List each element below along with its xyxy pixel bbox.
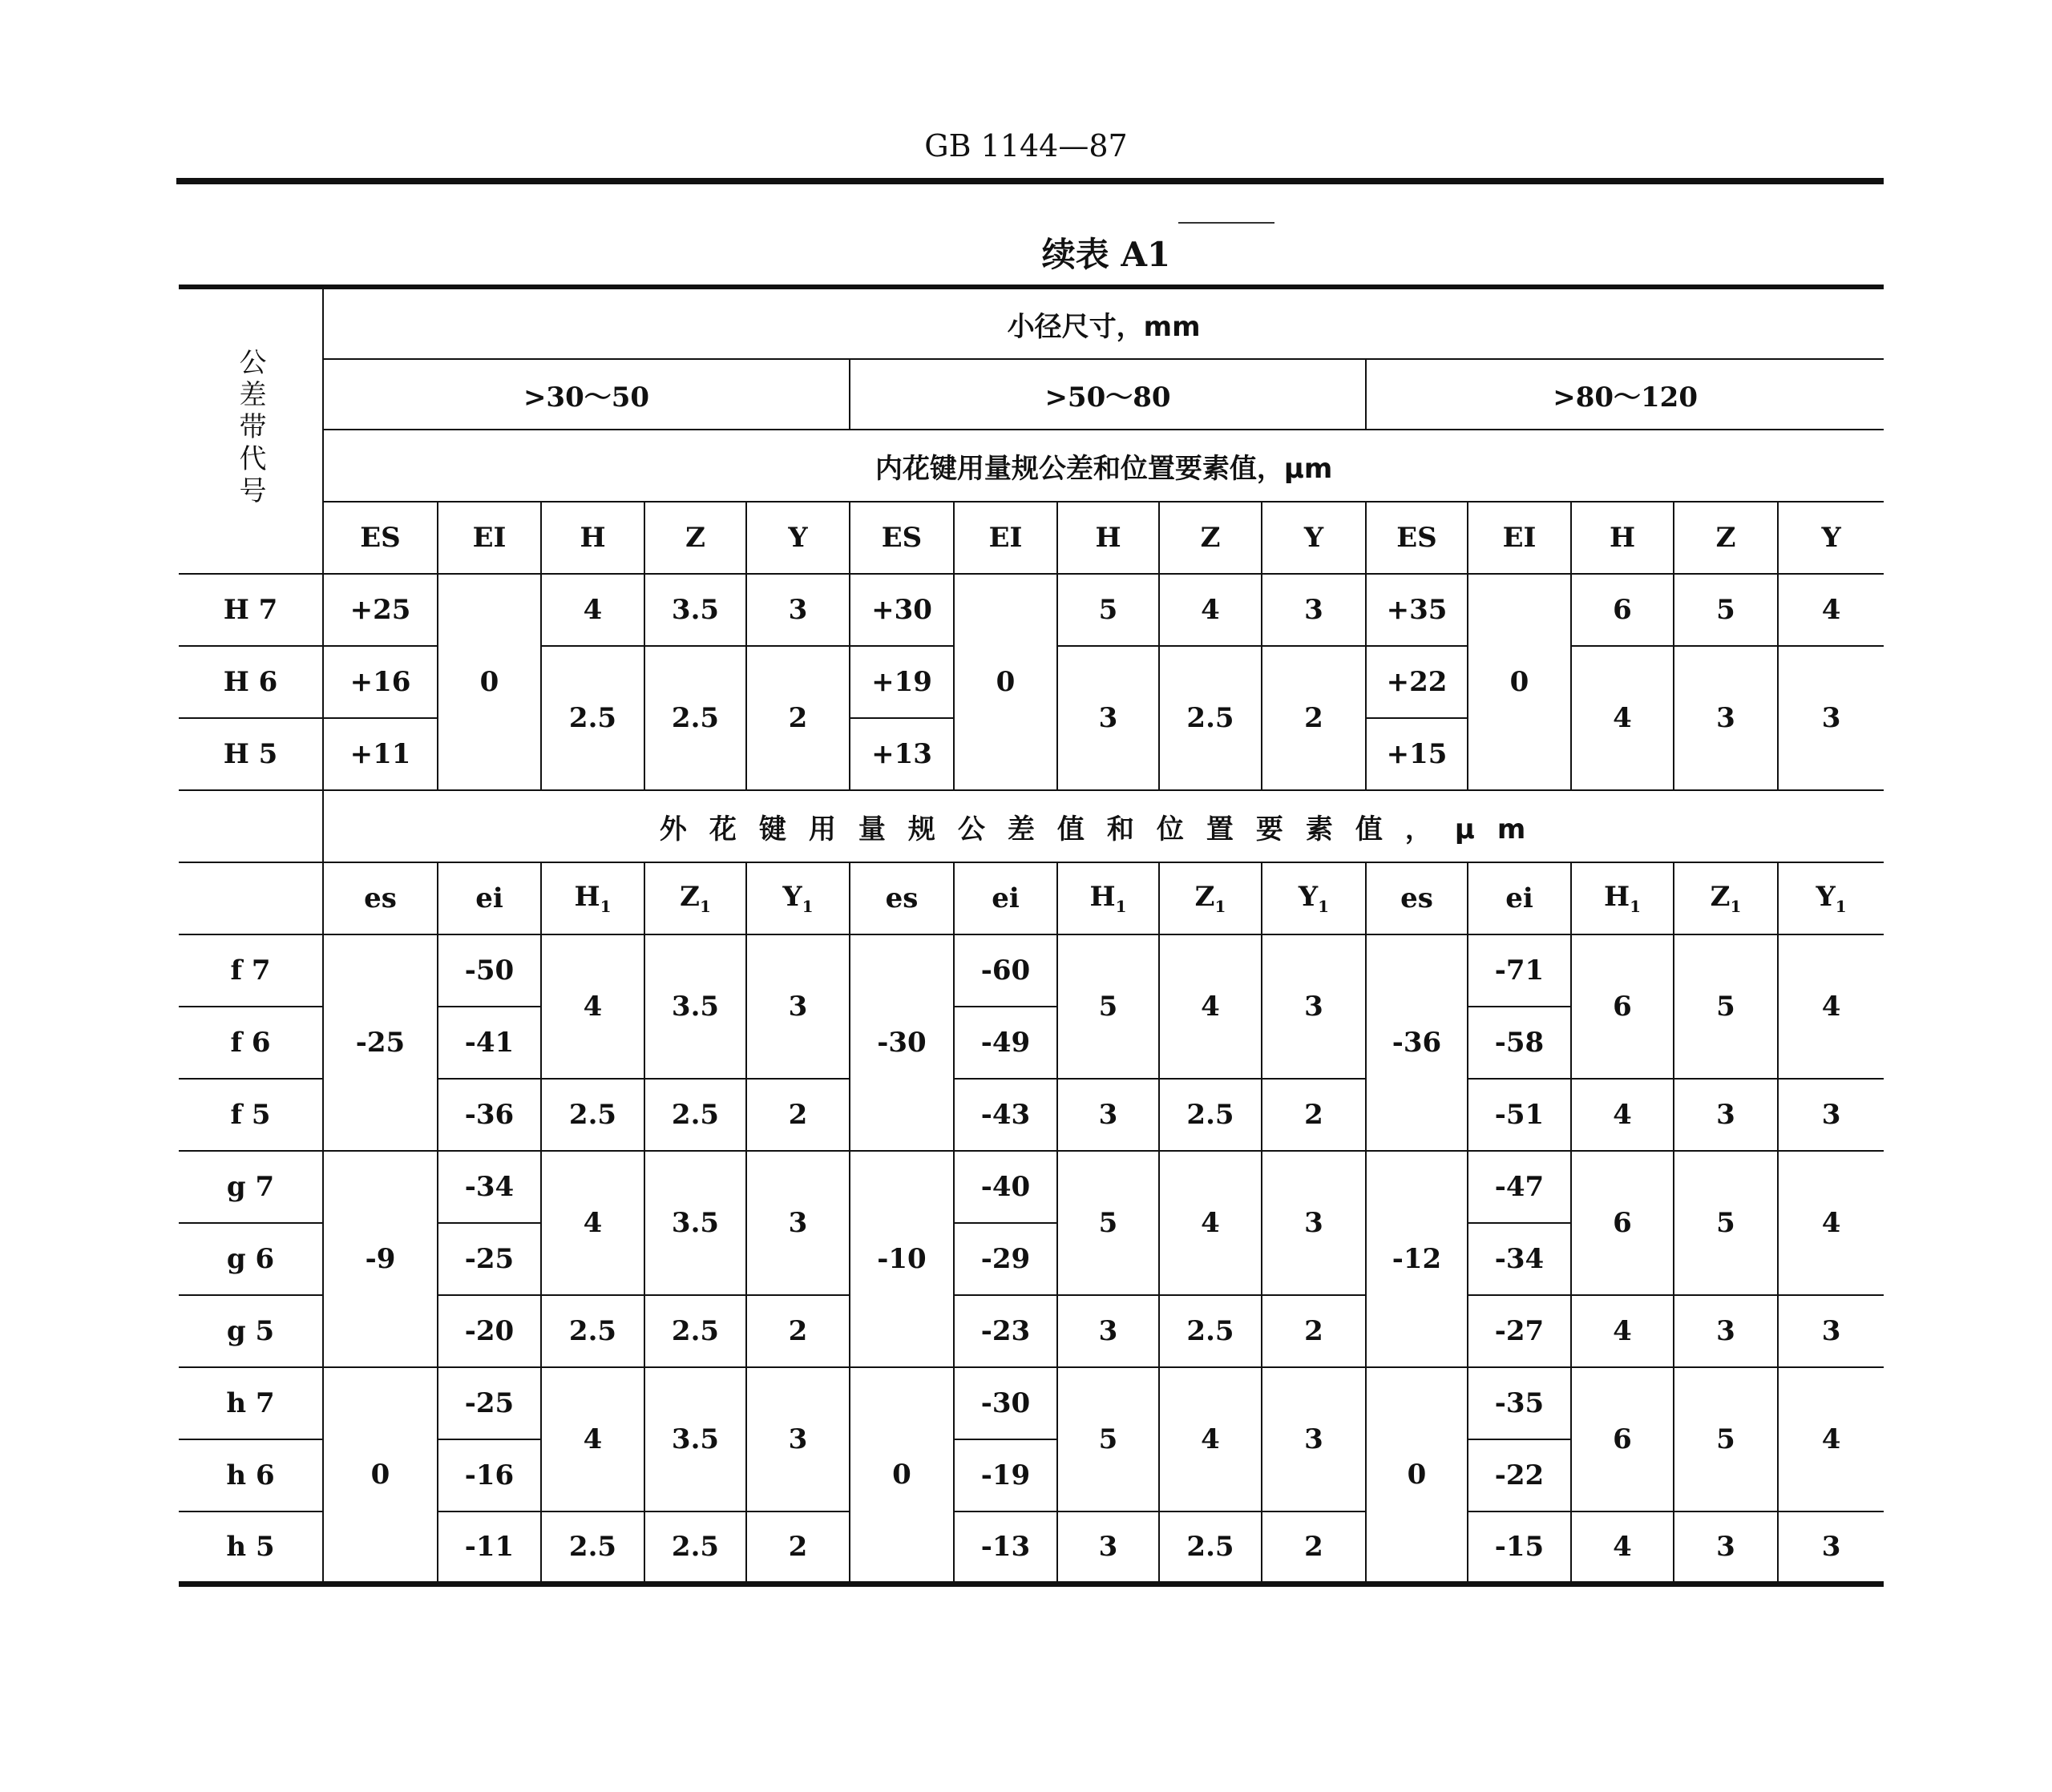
- ei-value: -16: [438, 1439, 541, 1511]
- col-header-subscript: 1: [1730, 896, 1742, 916]
- ei-value: -34: [1468, 1223, 1571, 1295]
- col-header-subscript: 1: [1835, 896, 1847, 916]
- h-value: 6: [1571, 1151, 1674, 1295]
- ei-value: -41: [438, 1007, 541, 1079]
- ei-value: -19: [954, 1439, 1057, 1511]
- y-value: 3: [746, 1151, 850, 1295]
- table-row: [179, 1151, 1884, 1223]
- z-value: 3.5: [644, 1151, 746, 1295]
- size-range-row: [179, 359, 1884, 430]
- blank-cell: [179, 862, 323, 934]
- col-header-label: H: [1603, 881, 1630, 914]
- z-value: 2.5: [1159, 1295, 1262, 1367]
- y-value: 3: [1778, 1295, 1884, 1367]
- col-header: Z: [644, 502, 746, 574]
- col-header-label: es: [885, 882, 919, 914]
- y-value: 2: [746, 646, 850, 790]
- z-value: 4: [1159, 934, 1262, 1079]
- col-header: [1778, 862, 1884, 934]
- col-header-subscript: 1: [1630, 896, 1642, 916]
- y-value: 2: [746, 1511, 850, 1584]
- h-value: 2.5: [541, 1511, 644, 1584]
- col-header-label: H: [1089, 881, 1116, 914]
- ei-value: -15: [1468, 1511, 1571, 1584]
- col-header-label: Y: [782, 881, 802, 914]
- size-range: >50～80: [850, 359, 1366, 430]
- blank-cell: [179, 790, 323, 862]
- col-header: Z: [1159, 502, 1262, 574]
- h-value: 6: [1571, 1367, 1674, 1511]
- h-value: 3: [1057, 1511, 1159, 1584]
- h-value: 4: [541, 934, 644, 1079]
- y-value: 3: [1778, 1079, 1884, 1151]
- ei-value: -30: [954, 1367, 1057, 1439]
- external-column-headers: [179, 862, 1884, 934]
- es-value: -9: [323, 1151, 438, 1367]
- tolerance-code: g 7: [179, 1151, 323, 1223]
- z-value: 5: [1674, 1151, 1778, 1295]
- ei-value: -36: [438, 1079, 541, 1151]
- col-header: Z: [1674, 502, 1778, 574]
- col-header-label: es: [364, 882, 397, 914]
- ei-value: -13: [954, 1511, 1057, 1584]
- table-row: [179, 574, 1884, 646]
- col-header: H: [1571, 502, 1674, 574]
- ei-value: -25: [438, 1223, 541, 1295]
- y-value: 2: [1262, 1295, 1366, 1367]
- y-value: 3: [1262, 1151, 1366, 1295]
- es-value: -36: [1366, 934, 1468, 1151]
- col-header: [850, 862, 954, 934]
- col-header: [1159, 862, 1262, 934]
- table-row: [179, 1367, 1884, 1439]
- header-rule: [176, 178, 1884, 184]
- col-header-label: Z: [1194, 881, 1215, 914]
- col-header-label: H: [574, 881, 600, 914]
- col-header: [1674, 862, 1778, 934]
- tolerance-code: g 5: [179, 1295, 323, 1367]
- z-value: 3: [1674, 1079, 1778, 1151]
- col-header-label: ei: [992, 882, 1020, 914]
- col-header-label: ei: [475, 882, 503, 914]
- y-value: 3: [746, 574, 850, 646]
- ei-value: -47: [1468, 1151, 1571, 1223]
- col-header: Y: [1778, 502, 1884, 574]
- h-value: 2.5: [541, 646, 644, 790]
- col-header-subscript: 1: [802, 896, 814, 916]
- col-header: [1571, 862, 1674, 934]
- y-value: 2: [746, 1079, 850, 1151]
- y-value: 3: [746, 934, 850, 1079]
- ei-value: -23: [954, 1295, 1057, 1367]
- y-value: 4: [1778, 934, 1884, 1079]
- h-value: 5: [1057, 934, 1159, 1079]
- col-header-subscript: 1: [1318, 896, 1330, 916]
- col-header-label: Z: [680, 881, 700, 914]
- col-header: H: [1057, 502, 1159, 574]
- ei-value: 0: [1468, 574, 1571, 790]
- col-header-label: Y: [1816, 881, 1836, 914]
- tolerance-code: h 5: [179, 1511, 323, 1584]
- ei-value: -40: [954, 1151, 1057, 1223]
- y-value: 3: [1262, 934, 1366, 1079]
- es-value: +30: [850, 574, 954, 646]
- z-value: 3: [1674, 1295, 1778, 1367]
- col-header: [1468, 862, 1571, 934]
- ei-value: 0: [438, 574, 541, 790]
- h-value: 4: [541, 574, 644, 646]
- z-value: 2.5: [644, 1511, 746, 1584]
- y-value: 2: [1262, 1079, 1366, 1151]
- tolerance-code: H 6: [179, 646, 323, 718]
- col-header: Y: [746, 502, 850, 574]
- ei-value: -51: [1468, 1079, 1571, 1151]
- es-value: +13: [850, 718, 954, 790]
- size-range: >30～50: [323, 359, 850, 430]
- z-value: 5: [1674, 574, 1778, 646]
- y-value: 3: [1778, 646, 1884, 790]
- col-header: [438, 862, 541, 934]
- es-value: -12: [1366, 1151, 1468, 1367]
- y-value: 4: [1778, 1367, 1884, 1511]
- y-value: 4: [1778, 574, 1884, 646]
- size-title: 小径尺寸，mm: [323, 287, 1884, 359]
- size-range: >80～120: [1366, 359, 1884, 430]
- ei-value: -22: [1468, 1439, 1571, 1511]
- y-value: 4: [1778, 1151, 1884, 1295]
- gauge-tolerance-table: [179, 285, 1884, 1587]
- h-value: 3: [1057, 646, 1159, 790]
- internal-column-headers: [179, 502, 1884, 574]
- ei-value: -29: [954, 1223, 1057, 1295]
- col-header: Y: [1262, 502, 1366, 574]
- z-value: 3.5: [644, 574, 746, 646]
- row-header-label: 公差带代号: [234, 347, 266, 508]
- es-value: +19: [850, 646, 954, 718]
- col-header-subscript: 1: [1115, 896, 1127, 916]
- z-value: 4: [1159, 1367, 1262, 1511]
- col-header: [644, 862, 746, 934]
- y-value: 3: [1262, 1367, 1366, 1511]
- y-value: 2: [746, 1295, 850, 1367]
- es-value: -25: [323, 934, 438, 1151]
- tolerance-code: H 5: [179, 718, 323, 790]
- tolerance-code: f 6: [179, 1007, 323, 1079]
- es-value: -30: [850, 934, 954, 1151]
- es-value: 0: [850, 1367, 954, 1584]
- es-value: 0: [1366, 1367, 1468, 1584]
- h-value: 3: [1057, 1079, 1159, 1151]
- z-value: 2.5: [644, 1079, 746, 1151]
- es-value: +25: [323, 574, 438, 646]
- z-value: 3.5: [644, 934, 746, 1079]
- es-value: +11: [323, 718, 438, 790]
- internal-section-title: 内花键用量规公差和位置要素值，μm: [323, 430, 1884, 502]
- es-value: +35: [1366, 574, 1468, 646]
- col-header: EI: [1468, 502, 1571, 574]
- h-value: 2.5: [541, 1295, 644, 1367]
- col-header-subscript: 1: [1214, 896, 1226, 916]
- ei-value: -60: [954, 934, 1057, 1007]
- col-header-subscript: 1: [699, 896, 711, 916]
- ei-value: -50: [438, 934, 541, 1007]
- ei-value: -43: [954, 1079, 1057, 1151]
- col-header: ES: [850, 502, 954, 574]
- ei-value: -35: [1468, 1367, 1571, 1439]
- h-value: 4: [1571, 646, 1674, 790]
- ei-value: -34: [438, 1151, 541, 1223]
- col-header: [323, 862, 438, 934]
- ei-value: -71: [1468, 934, 1571, 1007]
- h-value: 4: [541, 1367, 644, 1511]
- col-header-subscript: 1: [600, 896, 612, 916]
- z-value: 2.5: [1159, 1079, 1262, 1151]
- es-value: -10: [850, 1151, 954, 1367]
- table-row: [179, 934, 1884, 1007]
- ei-value: 0: [954, 574, 1057, 790]
- col-header: [541, 862, 644, 934]
- standard-number-header: GB 1144—87: [924, 128, 1128, 163]
- y-value: 3: [1778, 1511, 1884, 1584]
- y-value: 2: [1262, 1511, 1366, 1584]
- col-header-label: ei: [1505, 882, 1533, 914]
- col-header: EI: [438, 502, 541, 574]
- y-value: 3: [746, 1367, 850, 1511]
- col-header: ES: [323, 502, 438, 574]
- row-header-cell: [179, 287, 323, 574]
- es-value: +22: [1366, 646, 1468, 718]
- y-value: 3: [1262, 574, 1366, 646]
- h-value: 2.5: [541, 1079, 644, 1151]
- h-value: 5: [1057, 1151, 1159, 1295]
- col-header: [1262, 862, 1366, 934]
- z-value: 3: [1674, 646, 1778, 790]
- z-value: 2.5: [644, 646, 746, 790]
- tolerance-code: f 7: [179, 934, 323, 1007]
- ei-value: -20: [438, 1295, 541, 1367]
- col-header-label: Z: [1710, 881, 1731, 914]
- col-header: EI: [954, 502, 1057, 574]
- ei-value: -49: [954, 1007, 1057, 1079]
- ei-value: -25: [438, 1367, 541, 1439]
- h-value: 3: [1057, 1295, 1159, 1367]
- col-header: [746, 862, 850, 934]
- z-value: 2.5: [1159, 1511, 1262, 1584]
- external-title-row: [179, 790, 1884, 862]
- h-value: 4: [1571, 1511, 1674, 1584]
- col-header: [1057, 862, 1159, 934]
- h-value: 5: [1057, 1367, 1159, 1511]
- h-value: 4: [541, 1151, 644, 1295]
- ei-value: -58: [1468, 1007, 1571, 1079]
- ei-value: -27: [1468, 1295, 1571, 1367]
- tolerance-code: f 5: [179, 1079, 323, 1151]
- y-value: 2: [1262, 646, 1366, 790]
- external-section-title: 外花键用量规公差值和位置要素值，μm: [323, 790, 1884, 862]
- tolerance-code: h 7: [179, 1367, 323, 1439]
- col-header-label: es: [1400, 882, 1433, 914]
- h-value: 6: [1571, 574, 1674, 646]
- z-value: 4: [1159, 1151, 1262, 1295]
- h-value: 4: [1571, 1079, 1674, 1151]
- tolerance-code: g 6: [179, 1223, 323, 1295]
- col-header: [954, 862, 1057, 934]
- z-value: 5: [1674, 1367, 1778, 1511]
- tolerance-code: h 6: [179, 1439, 323, 1511]
- z-value: 4: [1159, 574, 1262, 646]
- ei-value: -11: [438, 1511, 541, 1584]
- h-value: 6: [1571, 934, 1674, 1079]
- h-value: 4: [1571, 1295, 1674, 1367]
- caption-overline: [1178, 222, 1274, 224]
- es-value: +15: [1366, 718, 1468, 790]
- table-caption: 续表 A1: [1041, 235, 1171, 274]
- size-title-row: [179, 287, 1884, 359]
- col-header: H: [541, 502, 644, 574]
- col-header: [1366, 862, 1468, 934]
- z-value: 5: [1674, 934, 1778, 1079]
- z-value: 3: [1674, 1511, 1778, 1584]
- h-value: 5: [1057, 574, 1159, 646]
- z-value: 2.5: [1159, 646, 1262, 790]
- z-value: 3.5: [644, 1367, 746, 1511]
- z-value: 2.5: [644, 1295, 746, 1367]
- internal-title-row: [179, 430, 1884, 502]
- tolerance-code: H 7: [179, 574, 323, 646]
- col-header: ES: [1366, 502, 1468, 574]
- es-value: +16: [323, 646, 438, 718]
- col-header-label: Y: [1298, 881, 1319, 914]
- es-value: 0: [323, 1367, 438, 1584]
